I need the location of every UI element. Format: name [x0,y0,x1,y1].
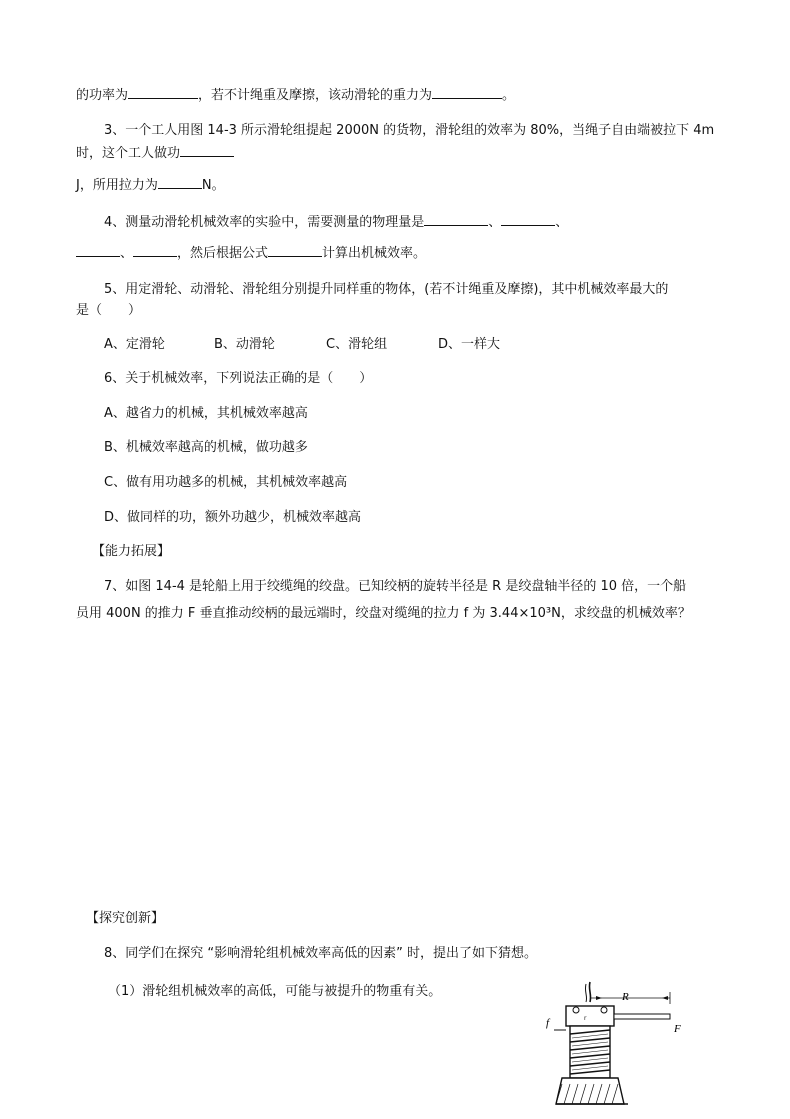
q6-option-c[interactable]: C、做有用功越多的机械，其机械效率越高 [104,475,348,490]
q4-blank-3[interactable] [76,244,120,257]
q5-option-c[interactable]: C、滑轮组 [326,337,388,352]
q6-stem: 6、关于机械效率，下列说法正确的是（ ） [104,371,373,386]
q4-sep-3: 、 [120,246,134,261]
q3-text-force: J，所用拉力为 [76,178,158,193]
section-heading-explore: 【探究创新】 [86,911,165,926]
q3-text-unit: N。 [201,178,225,193]
q4-line-2 [76,244,426,263]
q6-option-a[interactable]: A、越省力的机械，其机械效率越高 [104,406,308,421]
q5-option-a[interactable]: A、定滑轮 [104,337,165,352]
q5-line-2: 是（ ） [76,303,142,318]
q2-text-mid: ，若不计绳重及摩擦，该动滑轮的重力为 [198,88,433,103]
q3-line-3 [76,176,225,195]
q5-line-1: 5、用定滑轮、动滑轮、滑轮组分别提升同样重的物体，(若不计绳重及摩擦)，其中机械效率最大的 [104,282,669,297]
q3-text-work: 时，这个工人做功 [76,146,181,161]
q8-stem: 8、同学们在探究 “影响滑轮组机械效率高低的因素” 时，提出了如下猜想。 [104,946,538,961]
q4-text-end: 计算出机械效率。 [322,246,427,261]
q3-blank-force[interactable] [158,176,202,189]
q4-sep-1: 、 [488,215,502,230]
q4-text-mid: ，然后根据公式 [177,246,269,261]
q4-text-stem: 4、测量动滑轮机械效率的实验中，需要测量的物理量是 [104,215,425,230]
q8-guess-1: （1）滑轮组机械效率的高低，可能与被提升的物重有关。 [108,984,442,999]
q2-blank-2[interactable] [432,86,502,99]
q3-blank-work[interactable] [180,144,234,157]
q5-option-b[interactable]: B、动滑轮 [214,337,275,352]
q3-line-1: 3、一个工人用图 14-3 所示滑轮组提起 2000N 的货物，滑轮组的效率为 80%，当绳子自由端被拉下 4m [104,123,715,138]
q3-line-2 [76,144,234,163]
q2-text-pre: 的功率为 [76,88,129,103]
figure-label-f: f [546,1017,550,1029]
q4-sep-2: 、 [555,215,569,230]
q7-line-1: 7、如图 14-4 是轮船上用于绞缆绳的绞盘。已知绞柄的旋转半径是 R 是绞盘轴半径的 10 倍，一个船 [104,579,687,594]
q2-line [76,86,515,105]
q4-line-1 [104,213,568,232]
figure-label-R: R [622,991,629,1003]
q5-option-d[interactable]: D、一样大 [438,337,501,352]
q7-line-2: 员用 400N 的推力 F 垂直推动绞柄的最远端时，绞盘对缆绳的拉力 f 为 3.44×10³N，求绞盘的机械效率？ [76,606,691,621]
q4-blank-formula[interactable] [268,244,322,257]
svg-text:r: r [584,1015,587,1022]
capstan-figure [532,980,692,1108]
q2-text-end: 。 [502,88,516,103]
q2-blank-1[interactable] [128,86,198,99]
q4-blank-1[interactable] [424,213,488,226]
figure-label-F: F [674,1023,681,1035]
q4-blank-2[interactable] [501,213,555,226]
q6-option-d[interactable]: D、做同样的功，额外功越少，机械效率越高 [104,510,362,525]
section-heading-ability: 【能力拓展】 [92,544,171,559]
q4-blank-4[interactable] [133,244,177,257]
q6-option-b[interactable]: B、机械效率越高的机械，做功越多 [104,440,308,455]
